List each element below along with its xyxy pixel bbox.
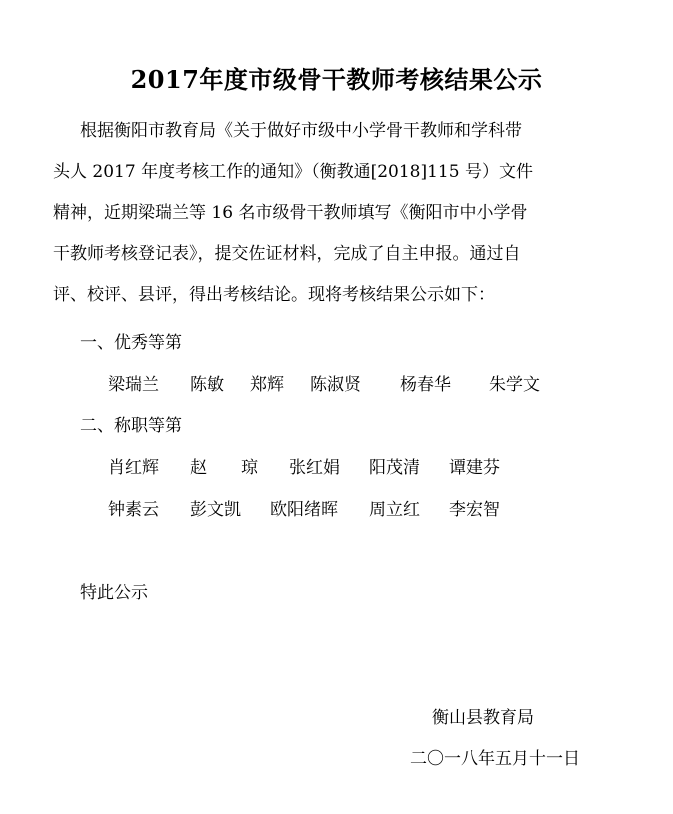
teacher-name: 郑辉 [250,375,284,395]
teacher-name: 谭建芬 [449,458,500,478]
teacher-name: 陈淑贤 [310,375,361,395]
teacher-name: 琼 [241,458,258,478]
body-line: 头人 2017 年度考核工作的通知》（衡教通[2018]115 号）文件 [53,162,533,182]
teacher-name: 朱学文 [489,375,540,395]
teacher-name: 张红娟 [289,458,340,478]
teacher-name: 肖红辉 [108,458,159,478]
teacher-name: 周立红 [369,500,420,520]
teacher-name: 钟素云 [108,500,159,520]
document-date: 二〇一八年五月十一日 [410,749,580,769]
body-line: 评、校评、县评，得出考核结论。现将考核结果公示如下： [53,285,495,305]
teacher-name: 陈敏 [190,375,224,395]
body-line: 干教师考核登记表》，提交佐证材料，完成了自主申报。通过自 [53,244,521,264]
body-line: 精神，近期梁瑞兰等 16 名市级骨干教师填写《衡阳市中小学骨 [53,203,528,223]
excellent-heading: 一、优秀等第 [80,333,182,353]
closing-text: 特此公示 [80,583,148,603]
teacher-name: 欧阳绪晖 [270,500,338,520]
teacher-name: 赵 [190,458,207,478]
signer: 衡山县教育局 [432,708,534,728]
teacher-name: 杨春华 [400,375,451,395]
document-title: 2017年度市级骨干教师考核结果公示 [130,65,543,94]
teacher-name: 李宏智 [449,500,500,520]
body-line: 根据衡阳市教育局《关于做好市级中小学骨干教师和学科带 [80,121,522,141]
teacher-name: 彭文凯 [190,500,241,520]
teacher-name: 阳茂清 [369,458,420,478]
competent-heading: 二、称职等第 [80,416,182,436]
teacher-name: 梁瑞兰 [108,375,159,395]
